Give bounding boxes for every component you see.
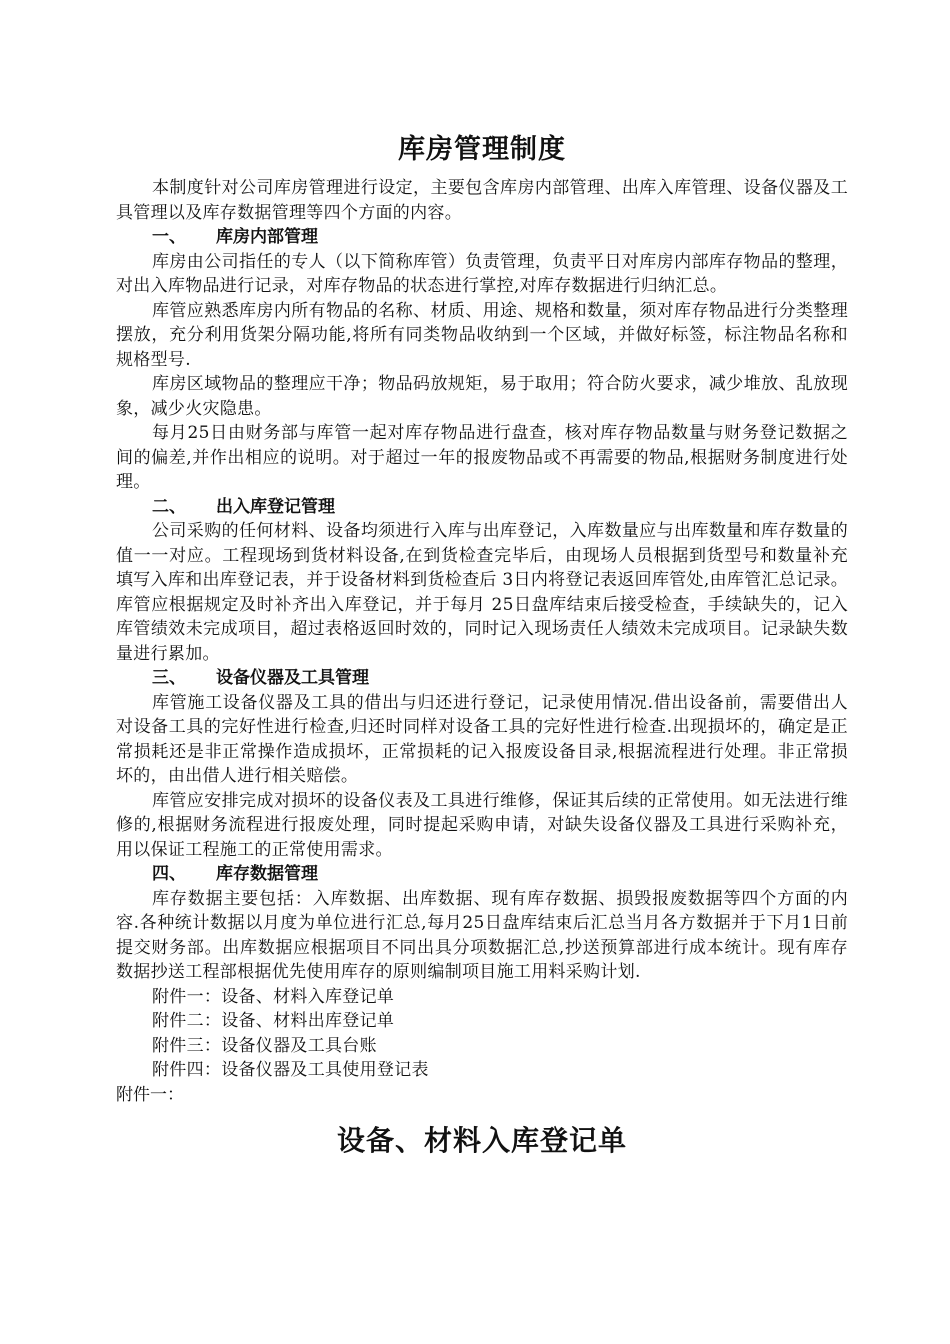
intro-paragraph: 本制度针对公司库房管理进行设定，主要包含库房内部管理、出库入库管理、设备仪器及工具管理以及库存数据管理等四个方面的内容。 [116, 178, 848, 223]
section-paragraph: 库存数据主要包括：入库数据、出库数据、现有库存数据、损毁报废数据等四个方面的内容.各种统计数据以月度为单位进行汇总,每月25日盘库结束后汇总当月各方数据并于下月1日前提交财务部。出库数据应根据项目不同出具分项数据汇总,抄送预算部进行成本统计。现有库存数据抄送工程部根据优先使用库存的原则编制项目施工用料采购计划. [116, 888, 848, 982]
attachment-label: 附件一： [116, 1084, 184, 1105]
section-paragraph: 库房区域物品的整理应干净；物品码放规矩，易于取用；符合防火要求，减少堆放、乱放现象，减少火灾隐患。 [116, 374, 848, 419]
section-heading-1 [116, 225, 848, 250]
attachment-title: 设备、材料入库登记单 [336, 1124, 627, 1157]
section-number: 四、 [152, 864, 186, 884]
section-heading-4 [116, 862, 848, 887]
section-paragraph: 每月25日由财务部与库管一起对库存物品进行盘查，核对库存物品数量与财务登记数据之间的偏差,并作出相应的说明。对于超过一年的报废物品或不再需要的物品,根据财务制度进行处理。 [116, 423, 848, 492]
section-title: 设备仪器及工具管理 [216, 668, 369, 688]
section-title: 库存数据管理 [216, 864, 318, 884]
attachment-item: 附件三：设备仪器及工具台账 [152, 1035, 377, 1056]
section-paragraph: 库管施工设备仪器及工具的借出与归还进行登记，记录使用情况.借出设备前，需要借出人对设备工具的完好性进行检查,归还时同样对设备工具的完好性进行检查.出现损坏的，确定是正常损耗还是非正常操作造成损坏，正常损耗的记入报废设备目录,根据流程进行处理。非正常损坏的，由出借人进行相关赔偿。 [116, 692, 848, 786]
attachment-item: 附件一：设备、材料入库登记单 [152, 986, 395, 1007]
section-paragraph: 库管应安排完成对损坏的设备仪表及工具进行维修，保证其后续的正常使用。如无法进行维修的,根据财务流程进行报废处理，同时提起采购申请，对缺失设备仪器及工具进行采购补充，用以保证工程施工的正常使用需求。 [116, 790, 848, 860]
section-paragraph: 库房由公司指任的专人（以下简称库管）负责管理，负责平日对库房内部库存物品的整理，对出入库物品进行记录，对库存物品的状态进行掌控,对库存数据进行归纳汇总。 [116, 251, 848, 296]
section-number: 二、 [152, 496, 186, 517]
attachment-item: 附件二：设备、材料出库登记单 [152, 1011, 395, 1031]
section-number: 一、 [152, 227, 186, 247]
document-title: 库房管理制度 [398, 134, 566, 165]
section-heading-3 [116, 666, 848, 691]
section-title: 出入库登记管理 [216, 496, 335, 517]
attachment-item: 附件四：设备仪器及工具使用登记表 [152, 1060, 429, 1080]
section-title: 库房内部管理 [216, 227, 318, 247]
section-paragraph: 公司采购的任何材料、设备均须进行入库与出库登记，入库数量应与出库数量和库存数量的值一一对应。工程现场到货材料设备,在到货检查完毕后，由现场人员根据到货型号和数量补充填写入库和出库登记表，并于设备材料到货检查后 3日内将登记表返回库管处,由库管汇总记录。库管应根据规定及时补齐出入库登记，并于每月 25日盘库结束后接受检查，手续缺失的，记入库管绩效未完成项目，超过表格返回时效的，同时记入现场责任人绩效未完成项目。记录缺失数量进行累加。 [116, 521, 848, 664]
section-paragraph: 库管应熟悉库房内所有物品的名称、材质、用途、规格和数量，须对库存物品进行分类整理摆放，充分利用货架分隔功能,将所有同类物品收纳到一个区域，并做好标签，标注物品名称和规格型号. [116, 300, 848, 370]
document-page [116, 130, 848, 1161]
section-number: 三、 [152, 668, 186, 688]
section-heading-2 [116, 495, 848, 520]
